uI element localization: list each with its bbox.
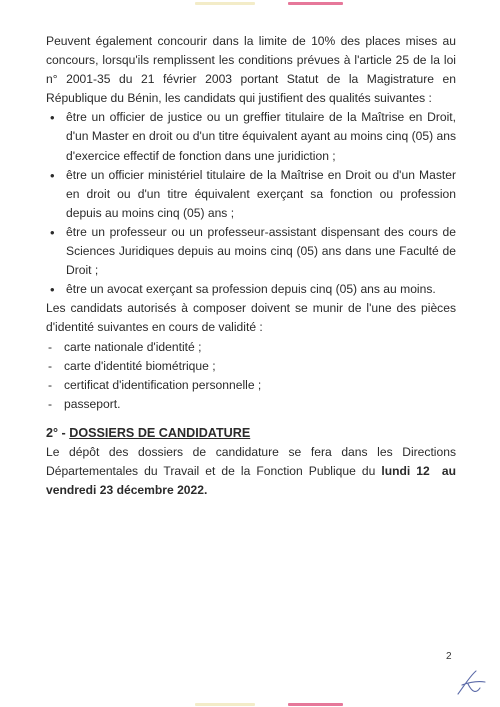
section-paragraph — [46, 443, 456, 500]
scan-mark-bottom-pink — [288, 703, 343, 706]
intro-paragraph: Peuvent également concourir dans la limite de 10% des places mises au concours, lorsqu'ils remplissent les conditions prévues à l'article 25 de la loi n° 2001-35 du 21 février 2003 portant Statut de la Magistrature en République du Bénin, les candidats qui justifient des qualités suivantes : — [46, 34, 456, 106]
section-heading — [46, 424, 456, 443]
scan-mark-top-pink — [288, 2, 343, 5]
section-number: 2° - — [46, 425, 70, 440]
page-number: 2 — [446, 651, 452, 662]
scan-mark-top-yellow — [195, 2, 255, 5]
section-text: Le dépôt des dossiers de candidature se fera dans les Directions Départementales du Travail et de la Fonction Publique du — [46, 444, 456, 479]
id-document-item: - carte d'identité biométrique ; — [46, 357, 456, 376]
quality-item: • être un professeur ou un professeur-assistant dispensant des cours de Sciences Juridiques depuis au moins cinq (05) ans dans une Faculté de Droit ; — [46, 223, 456, 280]
qualities-list — [46, 108, 456, 299]
id-documents-list — [46, 338, 456, 414]
date-connector: au — [441, 464, 456, 479]
id-document-item: - certificat d'identification personnelle ; — [46, 376, 456, 395]
date-start: lundi 12 — [381, 464, 430, 479]
scan-mark-bottom-yellow — [195, 703, 255, 706]
date-end: vendredi 23 décembre 2022. — [46, 483, 208, 498]
quality-item: • être un officier ministériel titulaire de la Maîtrise en Droit ou d'un Master en droit ou d'un titre équivalent exerçant sa fonction ou profession depuis au moins cinq (05) ans ; — [46, 166, 456, 223]
id-document-item: - carte nationale d'identité ; — [46, 338, 456, 357]
section-title: DOSSIERS DE CANDIDATURE — [69, 425, 251, 440]
id-document-item: - passeport. — [46, 395, 456, 414]
document-body — [46, 32, 456, 500]
quality-item: • être un avocat exerçant sa profession depuis cinq (05) ans au moins. — [46, 280, 456, 299]
signature-initials-icon — [454, 668, 488, 698]
quality-item: • être un officier de justice ou un greffier titulaire de la Maîtrise en Droit, d'un Master en droit ou d'un titre équivalent ayant au moins cinq (05) ans d'exercice effectif de fonction dans une juridiction ; — [46, 108, 456, 165]
id-intro-paragraph: Les candidats autorisés à composer doivent se munir de l'une des pièces d'identité suivantes en cours de validité : — [46, 301, 456, 335]
